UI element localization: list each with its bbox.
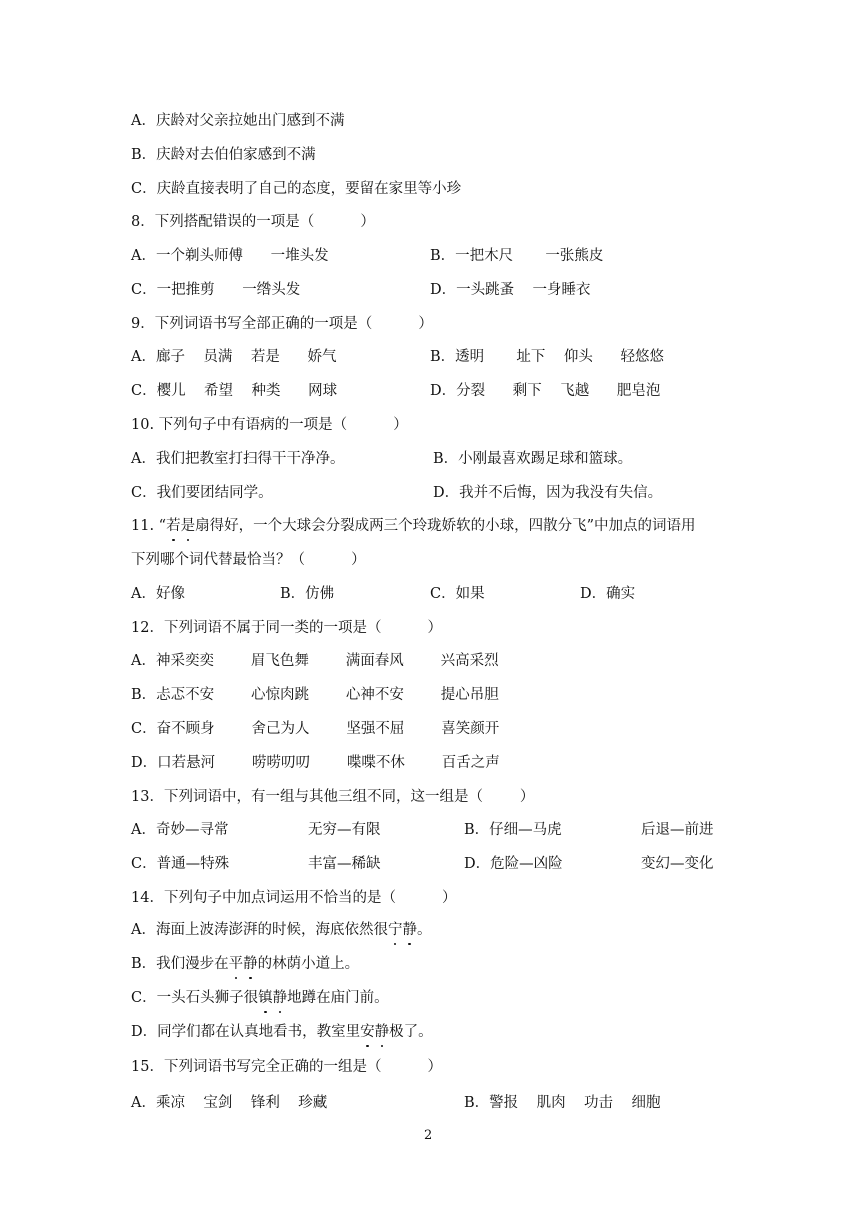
q9-option-d: D．分裂 剩下 飞越 肥皂泡 (430, 383, 661, 399)
q13-option-a-2: 无穷—有限 (308, 822, 381, 838)
q11-stem (131, 516, 696, 536)
q11-dotted-char-2: 是 (180, 518, 196, 534)
q13-option-c-1: C．普通—特殊 (131, 856, 230, 872)
q12-stem: 12．下列词语不属于同一类的一项是（ ） (131, 620, 443, 636)
q13-option-d-1: D．危险—凶险 (464, 856, 563, 872)
q15-option-a: A．乘凉 宝剑 锋利 珍藏 (131, 1095, 328, 1111)
q14-a-post: 。 (416, 922, 432, 938)
q11-option-b: B．仿佛 (280, 586, 335, 602)
q10-option-a: A．我们把教室打扫得干干净净。 (131, 451, 345, 467)
page-number: 2 (424, 1128, 433, 1143)
q14-d-dotted-1: 安 (360, 1024, 375, 1040)
q14-d-post: 极了。 (389, 1024, 433, 1040)
q15-option-b: B．警报 肌肉 功击 细胞 (464, 1095, 661, 1111)
q14-option-c (131, 988, 389, 1008)
q12-option-a: A．神采奕奕 眉飞色舞 满面春风 兴高采烈 (131, 653, 499, 669)
q14-c-pre: C．一头石头狮子很 (131, 990, 259, 1006)
q14-a-dotted-1: 宁 (387, 922, 403, 938)
q8-option-a: A．一个剃头师傅 一堆头发 (131, 248, 329, 264)
q13-option-a-1: A．奇妙—寻常 (131, 822, 229, 838)
q13-stem: 13．下列词语中，有一组与其他三组不同，这一组是（ ） (131, 789, 535, 805)
q14-b-post: 的林荫小道上。 (257, 956, 360, 972)
q7-option-a: A．庆龄对父亲拉她出门感到不满 (131, 113, 345, 129)
q13-option-b-1: B．仔细—马虎 (464, 822, 562, 838)
q14-a-dotted-2: 静 (402, 922, 417, 938)
q13-option-b-2: 后退—前进 (641, 822, 714, 838)
q7-option-c: C．庆龄直接表明了自己的态度，要留在家里等小珍 (131, 181, 462, 197)
q11-stem-pre: 11. “ (131, 518, 167, 534)
q13-option-c-2: 丰富—稀缺 (308, 856, 381, 872)
q12-option-d: D．口若悬河 唠唠叨叨 喋喋不休 百舌之声 (131, 755, 500, 771)
q14-a-pre: A．海面上波涛澎湃的时候，海底依然很 (131, 922, 388, 938)
q14-stem: 14．下列句子中加点词运用不恰当的是（ ） (131, 890, 457, 906)
q9-option-c: C．樱儿 希望 种类 网球 (131, 383, 338, 399)
q14-b-dotted-2: 静 (243, 956, 258, 972)
q14-c-dotted-2: 静 (272, 990, 288, 1006)
q14-option-b (131, 954, 359, 974)
q9-option-b: B．透明 址下 仰头 轻悠悠 (430, 349, 665, 365)
q10-option-b: B．小刚最喜欢踢足球和篮球。 (433, 451, 633, 467)
q14-option-a (131, 920, 431, 940)
q14-b-pre: B．我们漫步在 (131, 956, 229, 972)
q8-option-d: D．一头跳蚤 一身睡衣 (430, 282, 591, 298)
q14-d-pre: D．同学们都在认真地看书，教室里 (131, 1024, 361, 1040)
q10-stem: 10. 下列句子中有语病的一项是（ ） (131, 417, 408, 433)
q8-stem: 8．下列搭配错误的一项是（ ） (131, 214, 375, 230)
q10-option-c: C．我们要团结同学。 (131, 485, 273, 501)
q14-c-post: 地蹲在庙门前。 (287, 990, 389, 1006)
q11-option-d: D．确实 (580, 586, 636, 602)
q9-stem: 9．下列词语书写全部正确的一项是（ ） (131, 316, 433, 332)
q14-b-dotted-1: 平 (228, 956, 244, 972)
q8-option-b: B．一把木尺 一张熊皮 (430, 248, 604, 264)
q10-option-d: D．我并不后悔，因为我没有失信。 (433, 485, 663, 501)
q11-dotted-char-1: 若 (166, 518, 181, 534)
q11-stem-line2: 下列哪个词代替最恰当？（ ） (131, 552, 366, 568)
q12-option-c: C．奋不顾身 舍己为人 坚强不屈 喜笑颜开 (131, 721, 500, 737)
q7-option-b: B．庆龄对去伯伯家感到不满 (131, 147, 316, 163)
q9-option-a: A．廊子 员满 若是 娇气 (131, 349, 337, 365)
q8-option-c: C．一把推剪 一绺头发 (131, 282, 301, 298)
q14-c-dotted-1: 镇 (258, 990, 273, 1006)
q13-option-d-2: 变幻—变化 (641, 856, 714, 872)
q11-option-a: A．好像 (131, 586, 185, 602)
q12-option-b: B．忐忑不安 心惊肉跳 心神不安 提心吊胆 (131, 687, 499, 703)
q14-d-dotted-2: 静 (374, 1024, 390, 1040)
q11-option-c: C．如果 (430, 586, 485, 602)
q15-stem: 15．下列词语书写完全正确的一组是（ ） (131, 1059, 443, 1075)
q14-option-d (131, 1022, 433, 1042)
q11-stem-post: 扇得好，一个大球会分裂成两三个玲珑娇软的小球，四散分飞”中加点的词语用 (195, 518, 696, 534)
